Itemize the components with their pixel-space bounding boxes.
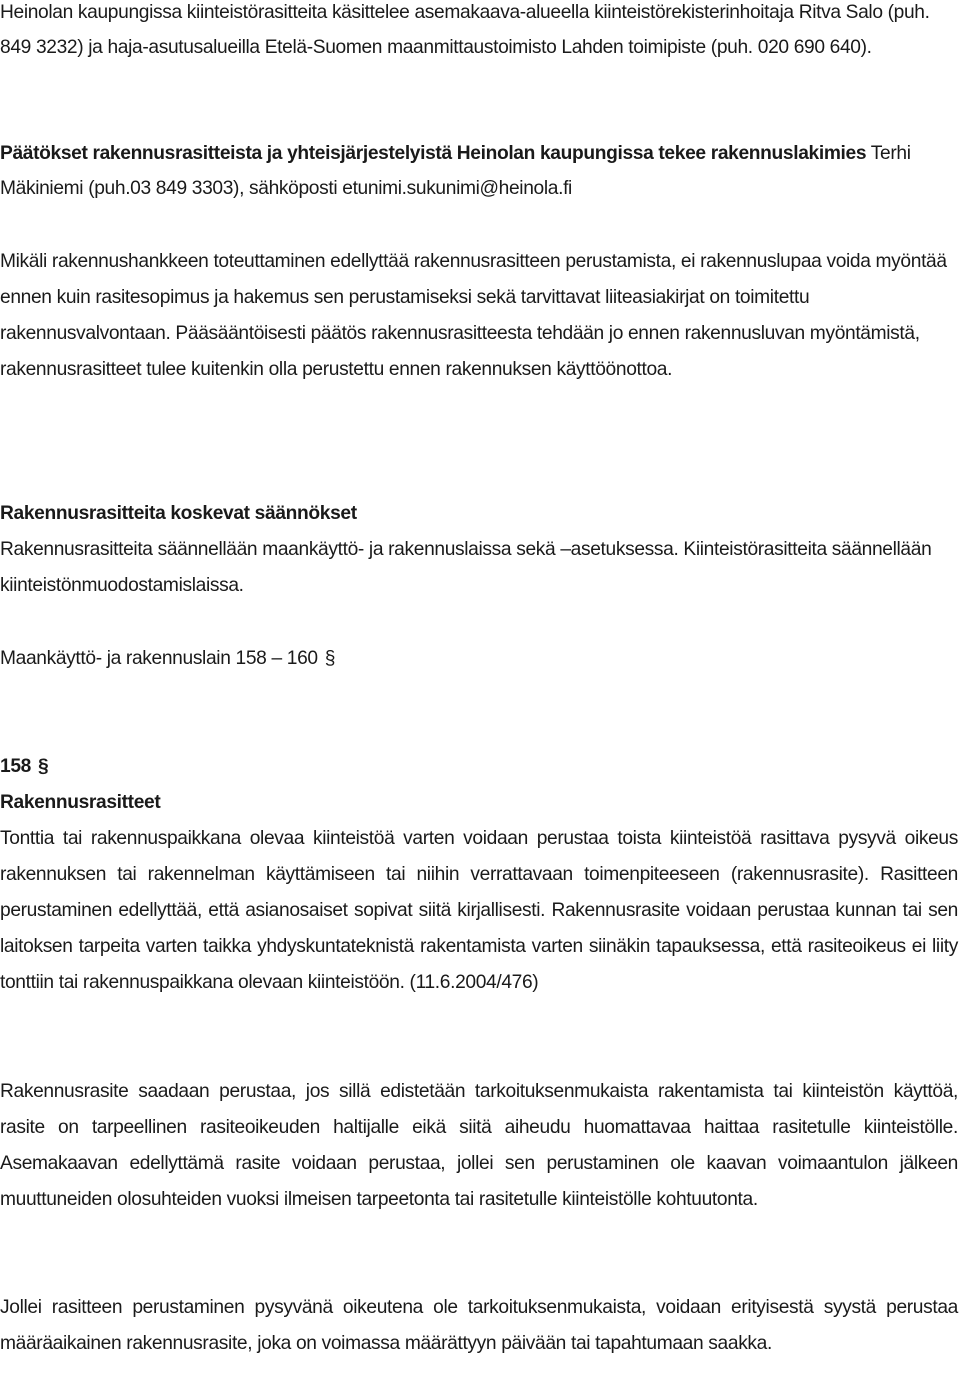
regulations-heading: Rakennusrasitteita koskevat säännökset [0,503,357,524]
paragraph-2-part2: Asemakaavan edellyttämä rasite voidaan perustaa, jollei sen perustaminen ole kaavan voimaantulon jälkeen muuttuneiden olosuhteiden vuoksi ilmeisen tarpeetonta tai rasitetulle kiinteistölle kohtuutonta. [0,1153,958,1210]
section-158-paragraph-2 [0,1074,958,1218]
section-number: 158 [0,756,31,777]
section-sign: § [324,648,336,669]
law-reference [0,641,958,677]
decisions-bold-text: Päätökset rakennusrasitteista ja yhteisjärjestelyistä Heinolan kaupungissa tekee rakennuslakimies [0,143,867,164]
permit-text-part1: Mikäli rakennushankkeen toteuttaminen edellyttää rakennusrasitteen perustamista, ei rakennuslupaa voida myöntää ennen kuin rasitesopimus ja hakemus sen perustamiseksi sekä tarvittavat liiteasiakirjat on toimitettu rakennusvalvontaan. [0,251,947,344]
contact-paragraph [0,0,958,65]
permit-text-part2: Pääsääntöisesti päätös rakennusrasitteesta tehdään jo ennen rakennusluvan myöntämistä, rakennusrasitteet tulee kuitenkin olla perustettu ennen rakennuksen käyttöönottoa. [0,323,920,380]
decisions-paragraph [0,136,958,206]
law-reference-text: Maankäyttö- ja rakennuslain 158 – 160 [0,648,318,669]
section-158-paragraph-1: Tonttia tai rakennuspaikkana olevaa kiinteistöä varten voidaan perustaa toista kiinteistöä rasittava pysyvä oikeus rakennuksen tai rakennelman käyttämiseen tai niihin verrattavaan toimenpiteeseen (rakennusrasite). Rasitteen perustaminen edellyttää, että asianosaiset sopivat siitä kirjallisesti. Rakennusrasite voidaan perustaa kunnan tai sen laitoksen tarpeita varten taikka yhdyskuntateknistä rakentamista varten siinäkin tapauksessa, että rasiteoikeus ei liity tonttiin tai rakennuspaikkana olevaan kiinteistöön. (11.6.2004/476) [0,828,958,993]
section-158-title: Rakennusrasitteet [0,792,161,813]
permit-paragraph [0,244,958,388]
decisions-contact-text: Terhi Mäkiniemi (puh.03 849 3303), sähköposti etunimi.sukunimi@heinola.fi [0,143,911,199]
paragraph-2-part1: Rakennusrasite saadaan perustaa, jos sillä edistetään tarkoituksenmukaista rakentamista tai kiinteistön käyttöä, rasite on tarpeellinen rasiteoikeuden haltijalle eikä siitä aiheudu huomattavaa haittaa rasitetulle kiinteistölle. [0,1081,958,1138]
section-sign: § [37,756,49,777]
contact-text: Heinolan kaupungissa kiinteistörasitteita käsittelee asemakaava-alueella kiinteistörekisterinhoitaja Ritva Salo (puh. 849 3232) ja haja-asutusalueilla Etelä-Suomen maanmittaustoimisto Lahden toimipiste (puh. 020 690 640). [0,2,930,58]
regulations-body: Rakennusrasitteita säännellään maankäyttö- ja rakennuslaissa sekä –asetuksessa. Kiinteistörasitteita säännellään kiinteistönmuodostamislaissa. [0,539,932,596]
section-158-number [0,749,958,785]
section-158-paragraph-3: Jollei rasitteen perustaminen pysyvänä oikeutena ole tarkoituksenmukaista, voidaan erityisestä syystä perustaa määräaikainen rakennusrasite, joka on voimassa määrättyyn päivään tai tapahtumaan saakka. [0,1297,958,1354]
